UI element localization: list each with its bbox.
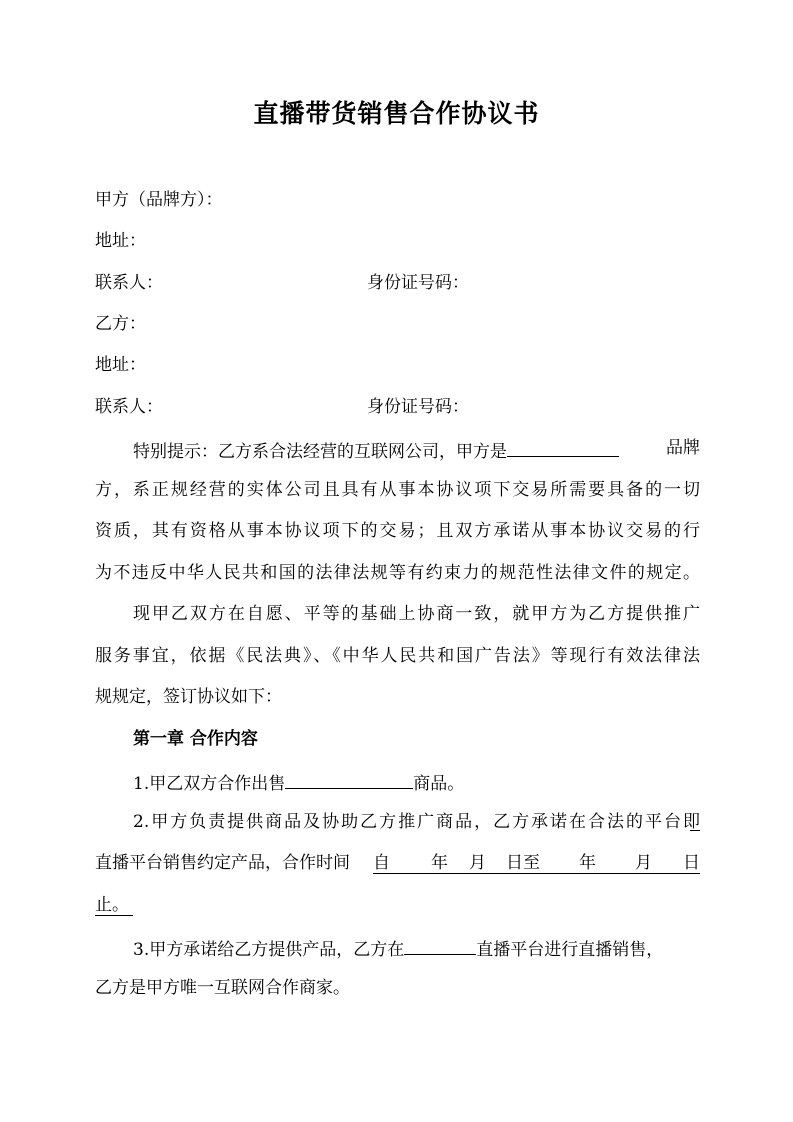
party-b-contact-row — [95, 395, 700, 419]
item-1 — [133, 768, 738, 796]
item-2-line-2-pre: 直播平台销售约定产品，合作时间 — [95, 853, 350, 873]
date-day-2: 日 — [683, 853, 700, 873]
date-month-2: 月 — [635, 853, 652, 873]
party-a-contact-row — [95, 271, 700, 295]
party-a-id: 身份证号码： — [367, 273, 469, 293]
item-3-post: 直播平台进行直播销售， — [476, 940, 664, 960]
document-title: 直播带货销售合作协议书 — [253, 99, 540, 128]
party-b-label: 乙方： — [95, 314, 146, 334]
date-day-1: 日至 — [506, 853, 540, 873]
party-b-address: 地址： — [95, 355, 146, 375]
item-2-line-3 — [95, 893, 700, 917]
platform-blank — [404, 934, 476, 955]
item-2-line-1-blank — [690, 830, 700, 831]
item-2-line-1 — [133, 810, 700, 834]
product-blank — [285, 768, 413, 789]
date-month-1: 月 — [469, 853, 486, 873]
item-1-post: 商品。 — [413, 774, 465, 794]
party-a-address: 地址： — [95, 231, 146, 251]
notice-text-pre: 特别提示：乙方系合法经营的互联网公司，甲方是 — [133, 442, 507, 462]
item-2-line-2 — [95, 851, 700, 875]
party-b-contact: 联系人： — [95, 397, 163, 417]
item-3-line-1 — [133, 934, 700, 962]
item-1-pre: 1.甲乙双方合作出售 — [133, 774, 286, 794]
item-2-end: 止。 — [95, 895, 133, 916]
notice-line-4: 为不违反中华人民共和国的法律法规等有约束力的规范性法律文件的规定。 — [95, 563, 700, 583]
party-a-contact: 联系人： — [95, 273, 163, 293]
party-a-label: 甲方（品牌方）： — [95, 190, 223, 210]
intro-line-2: 服务事宜，依据《民法典》、《中华人民共和国广告法》等现行有效法律法 — [95, 646, 700, 666]
date-year-2: 年 — [579, 853, 596, 873]
party-b-id: 身份证号码： — [367, 397, 469, 417]
notice-text-post: 品牌 — [666, 438, 700, 458]
intro-line-3: 规规定，签订协议如下： — [95, 687, 282, 707]
item-3-line-2: 乙方是甲方唯一互联网合作商家。 — [95, 978, 350, 998]
intro-line-1: 现甲乙双方在自愿、平等的基础上协商一致，就甲方为乙方提供推广 — [133, 604, 700, 624]
notice-line-2: 方，系正规经营的实体公司且具有从事本协议项下交易所需要具备的一切 — [95, 480, 700, 500]
date-year-1: 年 — [431, 853, 448, 873]
chapter-1-heading: 第一章 合作内容 — [133, 729, 258, 749]
date-from: 自 — [373, 853, 390, 873]
notice-line-3: 资质，其有资格从事本协议项下的交易；且双方承诺从事本协议交易的行 — [95, 521, 700, 541]
item-2-text: 2.甲方负责提供商品及协助乙方推广商品，乙方承诺在合法的平台即 — [133, 812, 700, 832]
notice-line-1 — [133, 436, 700, 464]
item-3-pre: 3.甲方承诺给乙方提供产品，乙方在 — [133, 940, 405, 960]
cooperation-period — [373, 851, 700, 874]
brand-blank — [507, 436, 619, 457]
